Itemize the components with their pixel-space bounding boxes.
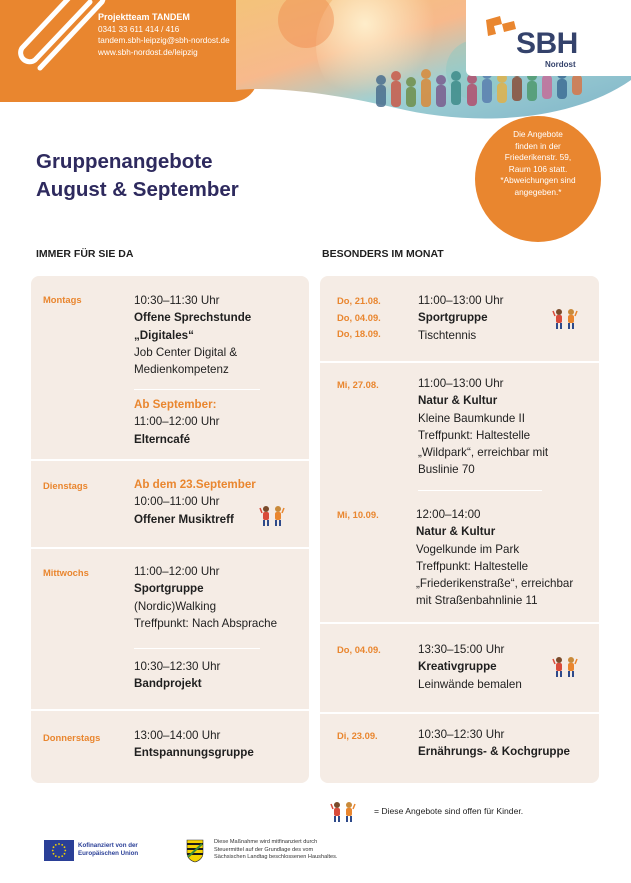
event-description: Leinwände bemalen xyxy=(418,677,522,691)
contact-info xyxy=(98,12,230,58)
saxony-line: Steuermittel auf der Grundlage des vom xyxy=(214,846,314,853)
event-date: Mi, 27.08. xyxy=(337,379,379,390)
day-label: Donnerstags xyxy=(43,732,101,743)
legend-text: = Diese Angebote sind offen für Kinder. xyxy=(374,806,524,816)
divider xyxy=(320,361,599,363)
kids-icon xyxy=(328,801,358,823)
event-description: Medienkompetenz xyxy=(134,363,229,377)
notice-line: Raum 106 statt. xyxy=(508,163,568,174)
page-title xyxy=(36,148,239,204)
event-date: Mi, 10.09. xyxy=(337,509,379,520)
event-title: Bandprojekt xyxy=(134,677,202,691)
event-description: Buslinie 70 xyxy=(418,463,475,477)
event-description: Kleine Baumkunde II xyxy=(418,411,525,425)
event-title: Elterncafé xyxy=(134,432,191,446)
event-block-nutrition xyxy=(418,726,570,761)
event-time: 12:00–14:00 xyxy=(416,508,481,521)
event-description: „Friederikenstraße“, erreichbar xyxy=(416,577,574,591)
event-block-creative xyxy=(418,641,522,693)
monday-block-2 xyxy=(134,396,220,448)
notice-line: finden in der xyxy=(515,140,561,151)
event-note: Ab September: xyxy=(134,398,217,411)
event-title: Ernährungs- & Kochgruppe xyxy=(418,745,571,759)
left-section-heading: IMMER FÜR SIE DA xyxy=(36,248,134,260)
event-description: mit Straßenbahnlinie 11 xyxy=(416,594,538,608)
event-block-sport xyxy=(418,292,504,344)
day-label: Montags xyxy=(43,294,82,305)
saxony-crest-icon xyxy=(186,839,204,863)
event-description: Treffpunkt: Haltestelle xyxy=(418,428,531,442)
notice-line: angegeben.* xyxy=(514,186,562,197)
event-description: Treffpunkt: Haltestelle xyxy=(416,559,529,573)
right-section-heading: BESONDERS IM MONAT xyxy=(322,248,444,260)
event-description: „Wildpark“, erreichbar mit xyxy=(418,446,549,460)
event-title: Kreativgruppe xyxy=(418,660,497,674)
event-time: 11:00–13:00 Uhr xyxy=(418,294,504,307)
event-description: Vogelkunde im Park xyxy=(416,542,520,556)
day-label: Dienstags xyxy=(43,480,88,491)
notice-line: *Abweichungen sind xyxy=(500,175,576,186)
event-block-nature-1 xyxy=(418,375,548,479)
saxony-line: Sächsischen Landtag beschlossenen Haushaltes. xyxy=(214,854,338,861)
event-date: Do, 18.09. xyxy=(337,328,381,339)
logo-subtitle: Nordost xyxy=(545,60,576,69)
notice-line: Friederikenstr. 59, xyxy=(504,152,572,163)
divider xyxy=(320,712,599,714)
event-title: Offene Sprechstunde xyxy=(134,311,252,325)
event-date: Do, 04.09. xyxy=(337,644,381,655)
event-title: Sportgruppe xyxy=(418,311,488,325)
event-title: Offener Musiktreff xyxy=(134,512,234,526)
event-title: Sportgruppe xyxy=(134,582,204,596)
wednesday-block-1 xyxy=(134,563,277,632)
event-time: 10:30–11:30 Uhr xyxy=(134,294,220,307)
divider xyxy=(134,648,260,649)
event-time: 10:30–12:30 Uhr xyxy=(418,728,505,741)
notice-line: Die Angebote xyxy=(513,129,563,139)
divider xyxy=(31,547,309,549)
kids-icon xyxy=(259,505,285,527)
eu-line: Kofinanziert von der xyxy=(78,842,138,849)
event-description: Treffpunkt: Nach Absprache xyxy=(134,616,278,630)
page-header xyxy=(0,0,631,130)
event-date: Do, 04.09. xyxy=(337,311,381,323)
event-dates xyxy=(337,293,381,343)
eu-line: Europäischen Union xyxy=(78,850,139,858)
event-title: Entspannungsgruppe xyxy=(134,746,254,760)
event-time: 13:30–15:00 Uhr xyxy=(418,643,505,656)
event-time: 10:00–11:00 Uhr xyxy=(134,495,220,509)
location-notice xyxy=(475,116,601,242)
event-description: Job Center Digital & xyxy=(134,345,238,359)
divider xyxy=(134,389,260,390)
monday-block-1 xyxy=(134,292,251,378)
event-time: 11:00–12:00 Uhr xyxy=(134,415,220,429)
event-time: 11:00–13:00 Uhr xyxy=(418,377,504,390)
event-date: Do, 21.08. xyxy=(337,295,381,306)
wednesday-block-2 xyxy=(134,658,220,693)
event-title: Natur & Kultur xyxy=(416,525,496,539)
team-name: Projektteam TANDEM xyxy=(98,12,190,22)
website-url[interactable]: www.sbh-nordost.de/leipzig xyxy=(98,47,198,57)
event-time: 11:00–12:00 Uhr xyxy=(134,565,220,578)
kids-icon xyxy=(552,308,578,330)
logo-text: SBH xyxy=(516,27,578,60)
eu-flag-icon xyxy=(44,840,74,861)
title-line: Gruppenangebote xyxy=(36,150,213,173)
event-time: 10:30–12:30 Uhr xyxy=(134,660,221,673)
event-note: Ab dem 23.September xyxy=(134,478,256,491)
phone-number: 0341 33 611 414 / 416 xyxy=(98,24,180,34)
event-block-nature-2 xyxy=(416,506,573,610)
divider xyxy=(31,709,309,711)
thursday-block xyxy=(134,727,254,762)
saxony-line: Diese Maßnahme wird mitfinanziert durch xyxy=(214,839,318,845)
event-description: Tischtennis xyxy=(418,328,477,342)
tuesday-block xyxy=(134,476,256,528)
divider xyxy=(31,459,309,461)
email-address[interactable]: tandem.sbh-leipzig@sbh-nordost.de xyxy=(98,36,230,46)
event-description: (Nordic)Walking xyxy=(134,599,217,613)
divider xyxy=(418,490,542,491)
eu-funding-text xyxy=(78,842,138,859)
divider xyxy=(320,622,599,624)
day-label: Mittwochs xyxy=(43,567,89,578)
event-time: 13:00–14:00 Uhr xyxy=(134,729,221,742)
event-date: Di, 23.09. xyxy=(337,730,378,741)
title-line: August & September xyxy=(36,178,239,201)
saxony-funding-text xyxy=(214,839,337,862)
kids-icon xyxy=(552,656,578,678)
event-title: „Digitales“ xyxy=(134,328,194,342)
event-title: Natur & Kultur xyxy=(418,394,498,408)
